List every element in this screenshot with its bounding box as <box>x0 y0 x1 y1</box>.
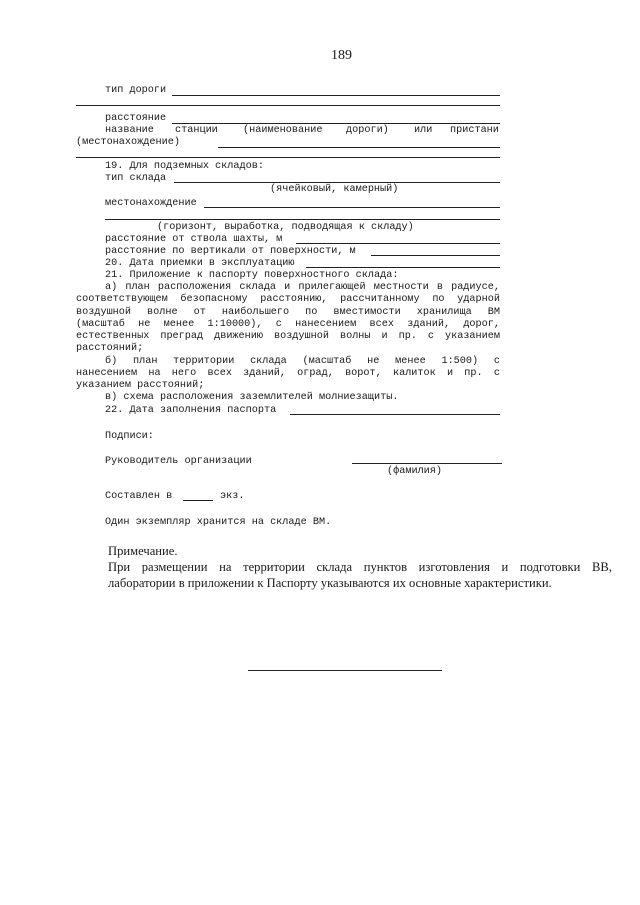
item-19: 19. Для подземных складов: <box>105 161 264 172</box>
distance-label: расстояние <box>105 113 167 124</box>
item-22: 22. Дата заполнения паспорта <box>105 405 277 416</box>
item-21a-line-5: естественных преград движению воздушной волны и пр. с указанием <box>76 331 500 342</box>
shaft-distance-line <box>296 243 500 244</box>
fill-date-line <box>290 414 500 415</box>
note-line-2: лаборатории в приложении к Паспорту указываются их основные характеристики. <box>108 576 552 590</box>
note-body <box>108 559 612 591</box>
item-21a-line-4: (масштаб не менее 1:10000), с нанесением всех зданий, дорог, <box>76 319 500 330</box>
item-21c: в) схема расположения заземлителей молниезащиты. <box>105 392 399 403</box>
end-rule <box>248 670 442 671</box>
station-word-2: станции <box>175 125 218 136</box>
warehouse-type-label: тип склада <box>105 173 167 184</box>
page-number: 189 <box>331 48 352 63</box>
location-field-line <box>204 207 500 208</box>
item-21a-line-6: расстояний; <box>76 343 144 354</box>
horizon-hint: (горизонт, выработка, подводящая к складу) <box>157 222 414 233</box>
copies-suffix: экз. <box>220 491 245 502</box>
item-21a-line-2: соответствующем безопасному расстоянию, рассчитанному по ударной <box>76 294 500 305</box>
note-title: Примечание. <box>108 544 178 558</box>
item-21a-line-3: воздушной волне от наибольшего по вместимости хранилища ВМ <box>76 307 500 318</box>
item-21b-line-2: нанесением на него всех зданий, оград, ворот, калиток и пр. с <box>76 368 500 379</box>
blank-line <box>105 219 500 220</box>
surname-hint: (фамилия) <box>387 466 443 477</box>
item-20: 20. Дата приемки в эксплуатацию <box>105 258 295 269</box>
station-word-1: название <box>105 125 154 136</box>
station-word-4: дороги) <box>346 125 389 136</box>
vertical-distance-label: расстояние по вертикали от поверхности, м <box>105 246 356 257</box>
warehouse-type-hint: (ячейковый, камерный) <box>270 184 399 195</box>
copies-count-line <box>183 500 213 501</box>
signatures-label: Подписи: <box>105 431 154 442</box>
location-label: местонахождение <box>105 198 197 209</box>
item-21b-line-1: б) план территории склада (масштаб не менее 1:500) с <box>105 356 500 367</box>
item-21a-line-1: а) план расположения склада и прилегающей местности в радиусе, <box>105 282 500 293</box>
blank-line <box>76 105 500 106</box>
blank-line <box>76 157 500 158</box>
road-type-line <box>172 95 500 96</box>
item-21b-line-3: указанием расстояний; <box>76 380 205 391</box>
shaft-distance-label: расстояние от ствола шахты, м <box>105 234 283 245</box>
surname-line <box>352 463 502 464</box>
item-21: 21. Приложение к паспорту поверхностного склада: <box>105 270 399 281</box>
note-line-1: При размещении на территории склада пунктов изготовления и подготовки ВВ, <box>108 560 612 574</box>
copies-prefix: Составлен в <box>105 491 173 502</box>
head-label: Руководитель организации <box>105 456 252 467</box>
road-type-label: тип дороги <box>105 85 167 96</box>
station-word-6: пристани <box>450 125 499 136</box>
vertical-distance-line <box>371 255 500 256</box>
location-line <box>218 147 500 148</box>
copy-kept-note: Один экземпляр хранится на складе ВМ. <box>105 517 332 528</box>
station-word-3: (наименование <box>243 125 323 136</box>
acceptance-date-line <box>306 267 500 268</box>
location-paren: (местонахождение) <box>76 137 180 148</box>
station-word-5: или <box>414 125 433 136</box>
